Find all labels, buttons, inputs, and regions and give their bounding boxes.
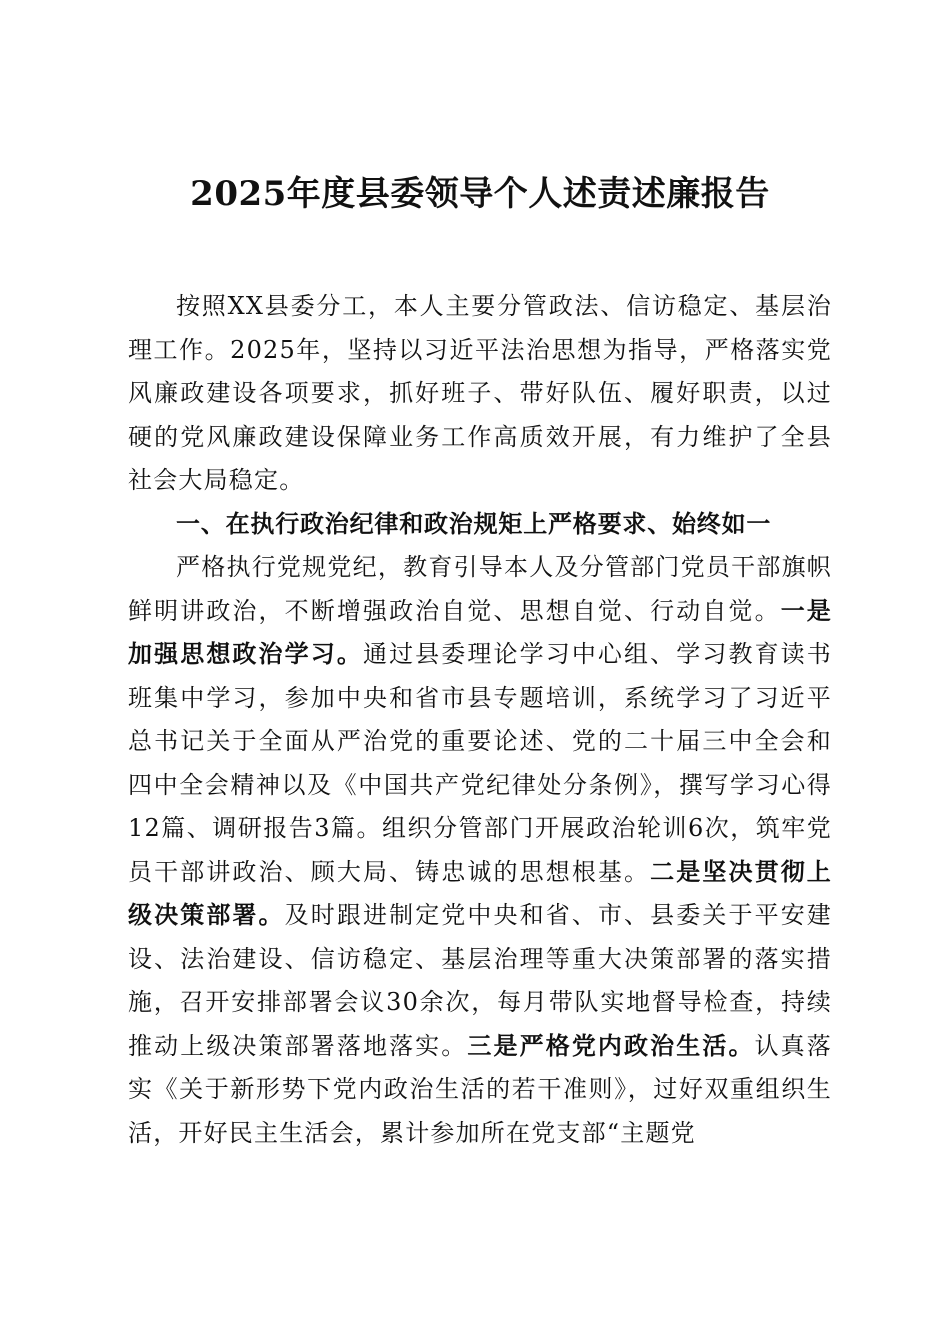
section-1-paragraph: [128, 546, 832, 1155]
document-body: [128, 285, 832, 1155]
intro-paragraph: 按照XX县委分工，本人主要分管政法、信访稳定、基层治理工作。2025年，坚持以习近平法治思想为指导，严格落实党风廉政建设各项要求，抓好班子、带好队伍、履好职责，以过硬的党风廉政建设保障业务工作高质效开展，有力维护了全县社会大局稳定。: [128, 292, 832, 494]
section-heading-1: 一、在执行政治纪律和政治规矩上严格要求、始终如一: [176, 509, 772, 538]
point-1-text: 通过县委理论学习中心组、学习教育读书班集中学习，参加中央和省市县专题培训，系统学习了习近平总书记关于全面从严治党的重要论述、党的二十届三中全会和四中全会精神以及《中国共产党纪律处分条例》，撰写学习心得12篇、调研报告3篇。组织分管部门开展政治轮训6次，筑牢党员干部讲政治、顾大局、铸忠诚的思想根基。: [128, 640, 832, 886]
point-2-heading: 二是坚决贯彻上级决策部署。: [128, 857, 833, 929]
point-3-text: 认真落实《关于新形势下党内政治生活的若干准则》，过好双重组织生活，开好民主生活会，累计参加所在党支部“主题党: [128, 1031, 832, 1147]
paragraph-lead-text: 严格执行党规党纪，教育引导本人及分管部门党员干部旗帜鲜明讲政治，不断增强政治自觉、思想自觉、行动自觉。: [128, 553, 832, 625]
point-3-heading: 三是严格党内政治生活。: [467, 1031, 755, 1060]
point-2-text: 及时跟进制定党中央和省、市、县委关于平安建设、法治建设、信访稳定、基层治理等重大决策部署的落实措施，召开安排部署会议30余次，每月带队实地督导检查，持续推动上级决策部署落地落实。: [128, 901, 833, 1060]
document-title: 2025年度县委领导个人述责述廉报告: [190, 174, 770, 214]
document-content: [128, 165, 832, 1155]
point-1-heading: 一是加强思想政治学习。: [128, 596, 832, 668]
